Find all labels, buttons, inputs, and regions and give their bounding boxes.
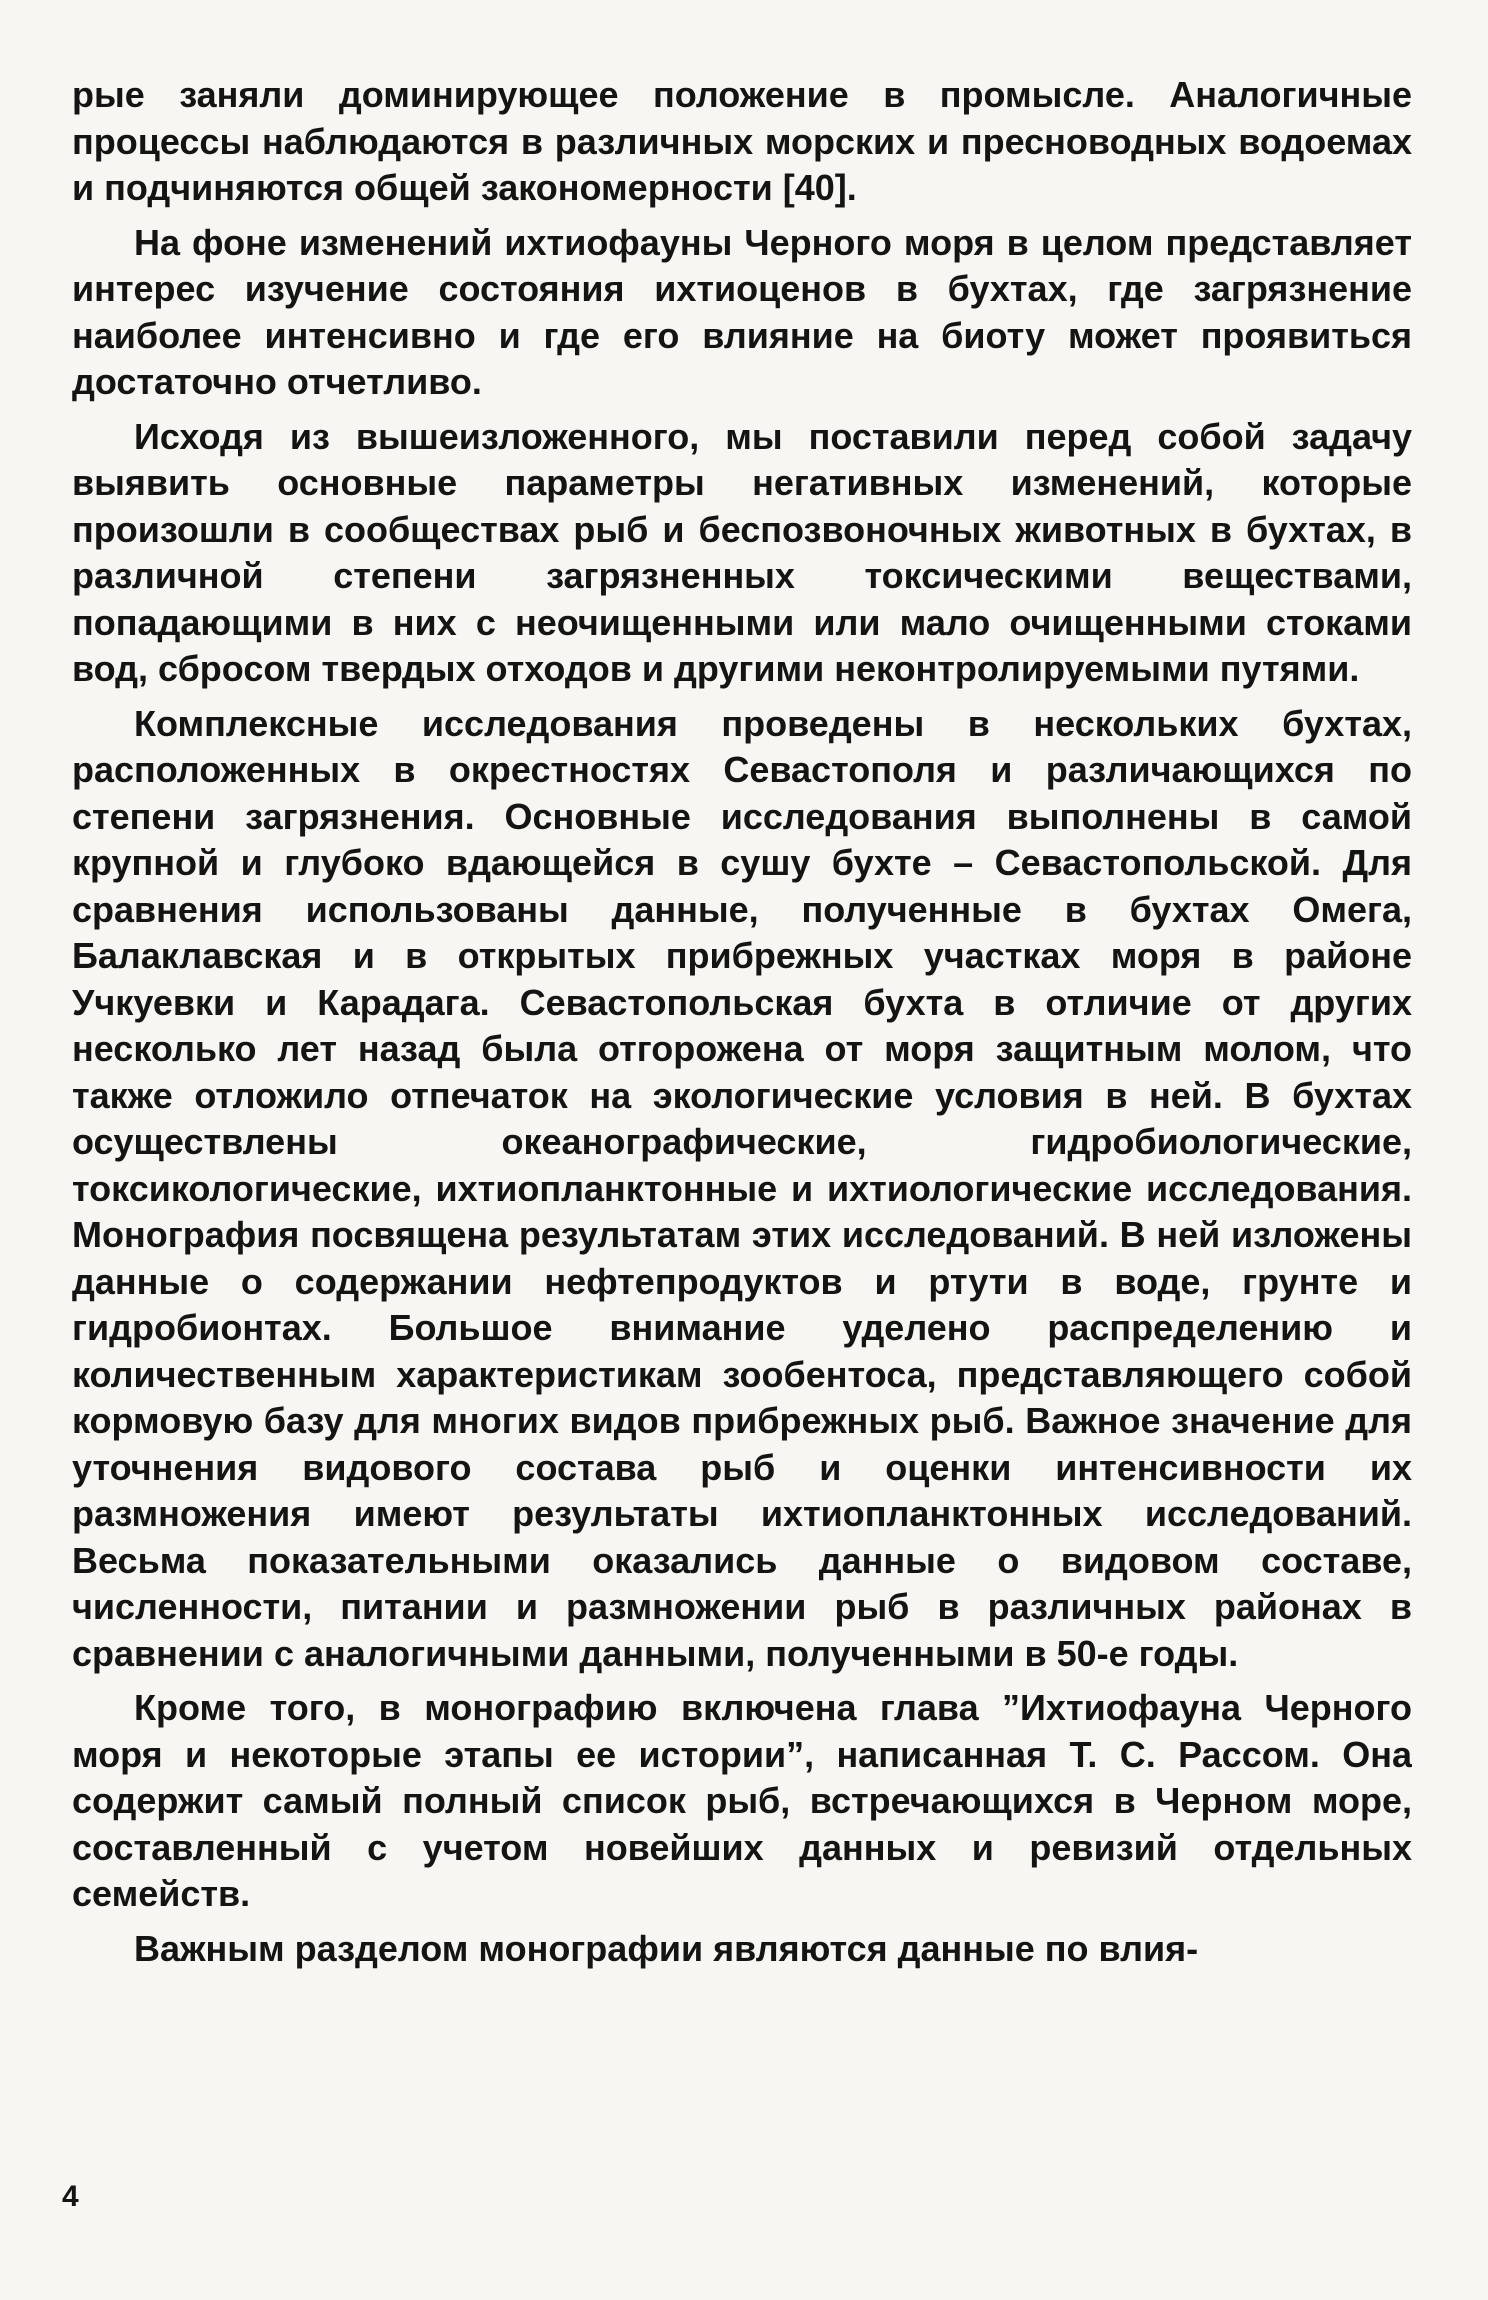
page-number: 4 — [62, 2180, 79, 2213]
paragraph-5: Кроме того, в монографию включена глава ”Ихтиофауна Черного моря и некоторые этапы ее истории”, написанная Т. С. Рассом. Она содержит самый полный список рыб, встречающихся в Черном море, составленный с учетом новейших данных и ревизий отдельных семейств. — [72, 1687, 1412, 1914]
paragraph-3: Исходя из вышеизложенного, мы поставили перед собой задачу выявить основные параметры негативных изменений, которые произошли в сообществах рыб и беспозвоночных животных в бухтах, в различной степени загрязненных токсическими веществами, попадающими в них с неочищенными или мало очищенными стоками вод, сбросом твердых отходов и другими неконтролируемыми путями. — [72, 415, 1412, 689]
paragraph-4: Комплексные исследования проведены в нескольких бухтах, расположенных в окрестностях Севастополя и различающихся по степени загрязнения. Основные исследования выполнены в самой крупной и глубоко вдающейся в сушу бухте – Севастопольской. Для сравнения использованы данные, полученные в бухтах Омега, Балаклавская и в открытых прибрежных участках моря в районе Учкуевки и Карадага. Севастопольская бухта в отличие от других несколько лет назад была отгорожена от моря защитным молом, что также отложило отпечаток на экологические условия в ней. В бухтах осуществлены океанографические, гидробиологические, токсикологические, ихтиопланктонные и ихтиологические исследования. Монография посвящена результатам этих исследований. В ней изложены данные о содержании нефтепродуктов и ртути в воде, грунте и гидробионтах. Большое внимание уделено распределению и количественным характеристикам зообентоса, представляющего собой кормовую базу для многих видов прибрежных рыб. Важное значение для уточнения видового состава рыб и оценки интенсивности их размножения имеют результаты ихтиопланктонных исследований. Весьма показательными оказались данные о видовом составе, численности, питании и размножении рыб в различных районах в сравнении с аналогичными данными, полученными в 50-е годы. — [72, 702, 1412, 1674]
paragraph-2: На фоне изменений ихтиофауны Черного моря в целом представляет интерес изучение состояния ихтиоценов в бухтах, где загрязнение наиболее интенсивно и где его влияние на биоту может проявиться достаточно отчетливо. — [72, 221, 1412, 402]
paragraph-6: Важным разделом монографии являются данные по влия- — [134, 1927, 1199, 1969]
paragraph-1: рые заняли доминирующее положение в промысле. Аналогичные процессы наблюдаются в различных морских и пресноводных водоемах и подчиняются общей закономерности [40]. — [72, 74, 1412, 208]
page-body — [72, 72, 1412, 2222]
